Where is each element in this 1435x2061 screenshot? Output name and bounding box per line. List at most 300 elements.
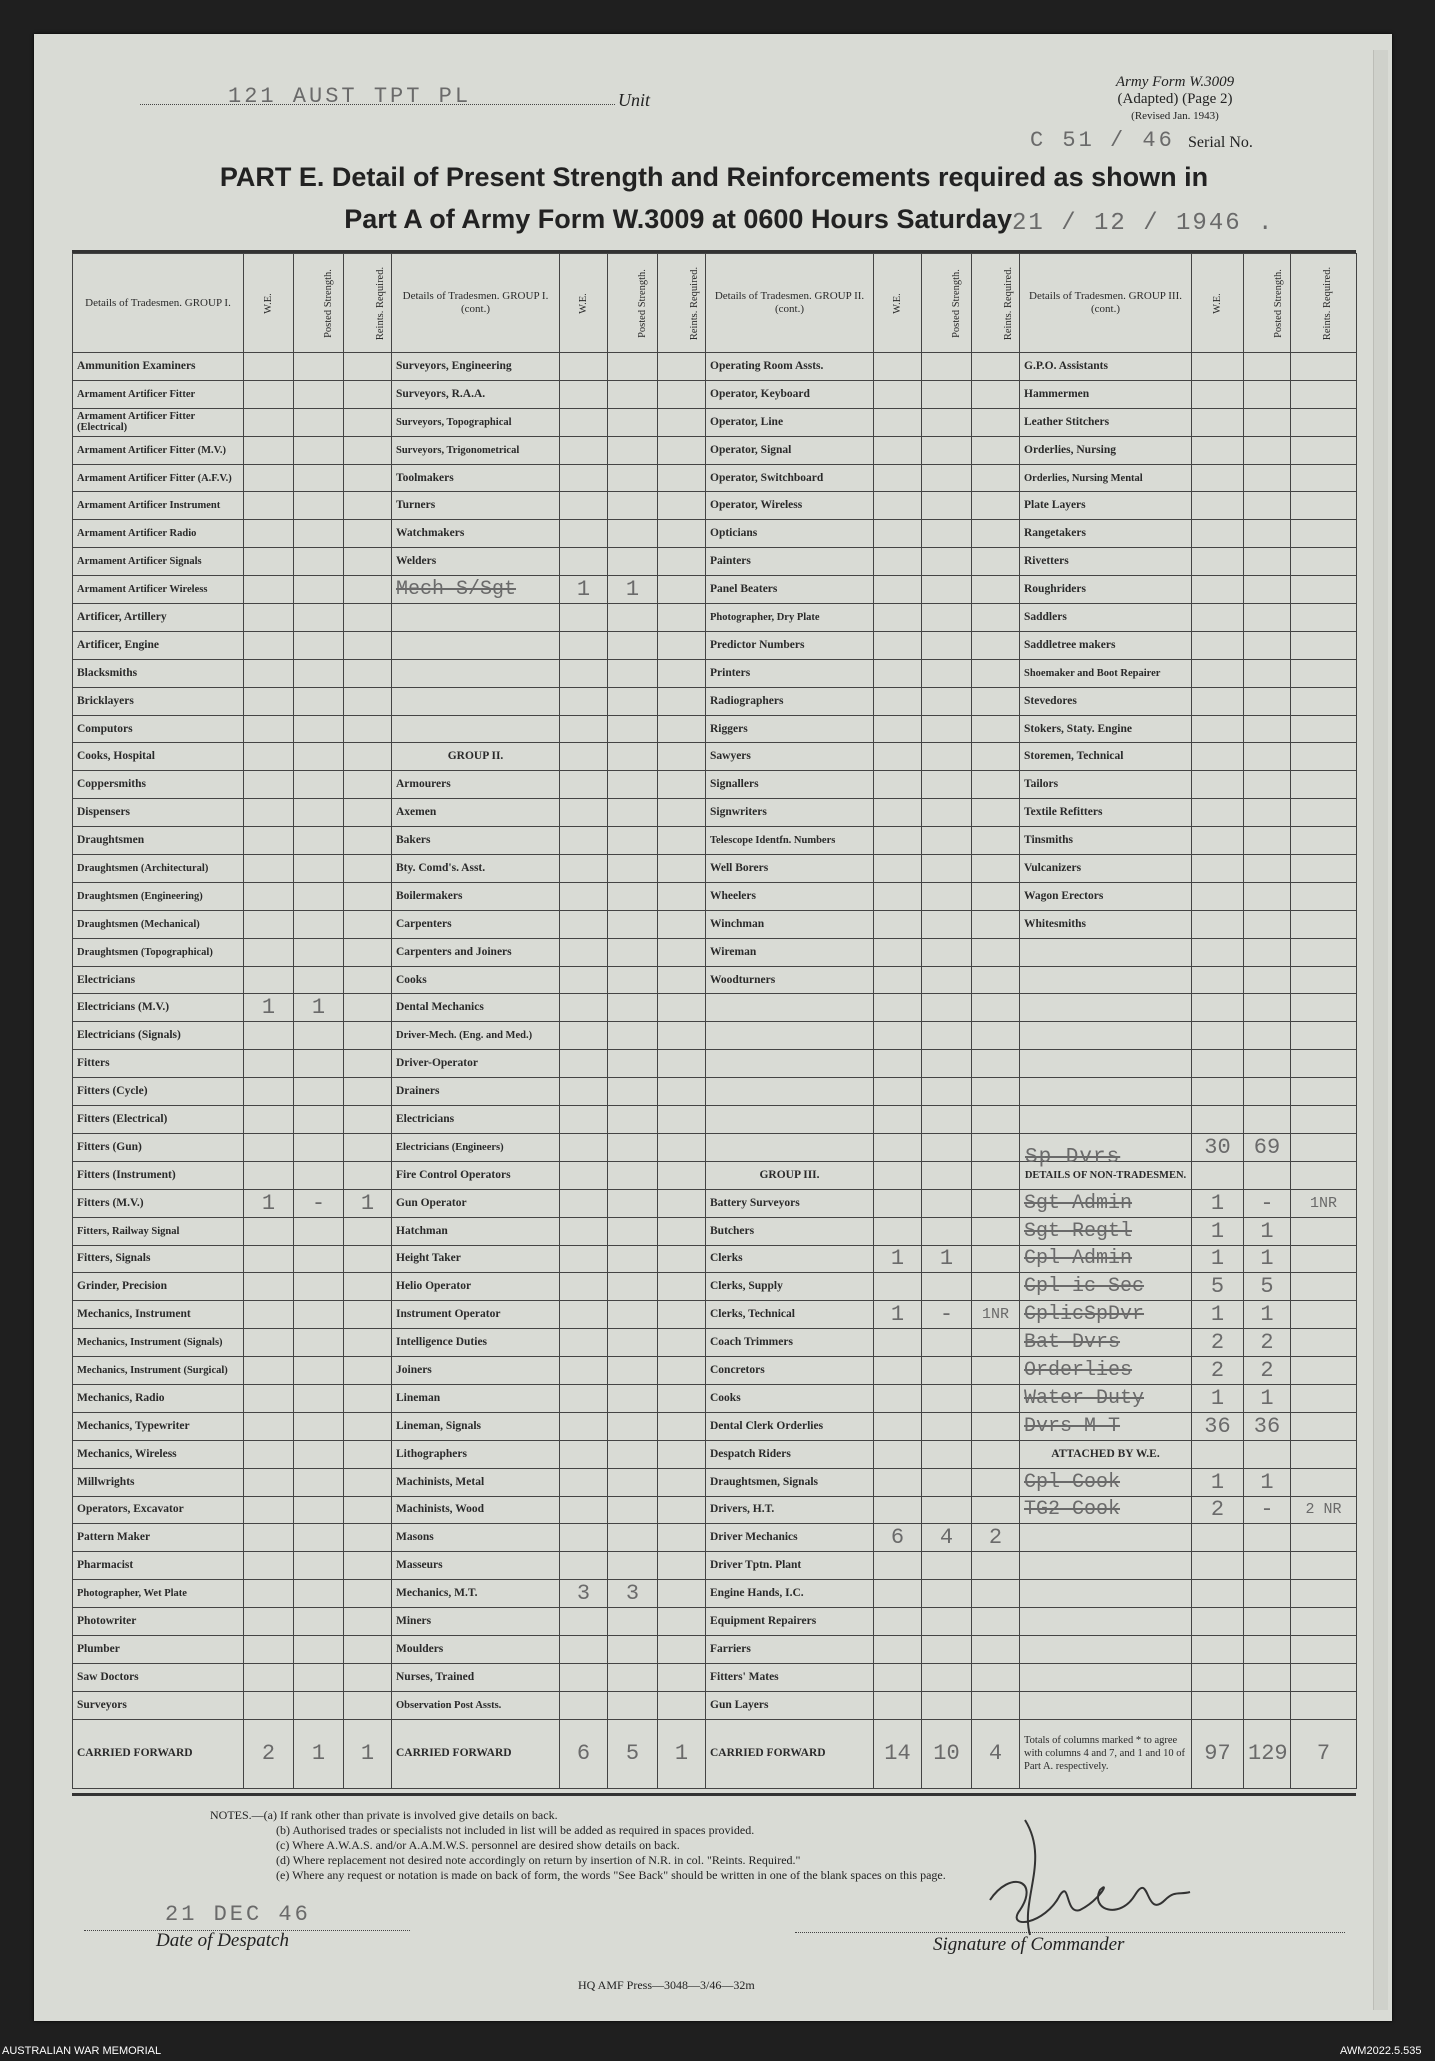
col1-we-cell <box>244 464 294 492</box>
col2-we-cell <box>560 715 608 743</box>
col4-trade-label: Sgt Admin <box>1020 1189 1192 1217</box>
col4-posted-cell <box>1244 966 1291 994</box>
col3-trade-label: Wireman <box>706 938 874 966</box>
unit-typed: 121 AUST TPT PL <box>228 84 472 109</box>
col3-trade-label <box>706 1133 874 1161</box>
col4-trade-label: Roughriders <box>1020 576 1192 604</box>
page-edge <box>1373 50 1388 2010</box>
col1-reints-cell <box>344 1468 392 1496</box>
col1-we-cell <box>244 687 294 715</box>
col1-reints-cell <box>344 492 392 520</box>
col2-trade-label: Hatchman <box>392 1217 560 1245</box>
col2-trade-label: Lineman <box>392 1384 560 1412</box>
col3-reints-cell <box>972 353 1020 381</box>
col2-posted-cell <box>608 715 658 743</box>
col3-posted-cell <box>922 1106 972 1134</box>
sp-dvrs-entry: Sp Dvrs <box>1025 1146 1121 1169</box>
col1-posted-header <box>294 254 344 353</box>
table-row <box>73 1608 1357 1636</box>
col2-trade-label: Driver-Mech. (Eng. and Med.) <box>392 1022 560 1050</box>
col3-reints-cell <box>972 882 1020 910</box>
col1-trade-label: Draughtsmen (Mechanical) <box>73 910 244 938</box>
col4-we-cell: 36 <box>1192 1412 1244 1440</box>
col2-trade-label: Electricians <box>392 1106 560 1134</box>
col4-posted-cell <box>1244 576 1291 604</box>
col1-we-label: W.E. <box>263 292 274 314</box>
col1-trade-label: Photowriter <box>73 1608 244 1636</box>
col4-posted-cell <box>1244 1580 1291 1608</box>
col4-trade-label: Plate Layers <box>1020 492 1192 520</box>
col4-reints-cell: 1NR <box>1291 1189 1357 1217</box>
col1-trade-label: Mechanics, Instrument (Surgical) <box>73 1357 244 1385</box>
col2-posted-label: Posted Strength. <box>636 268 648 338</box>
col1-we-cell <box>244 827 294 855</box>
col1-we-cell <box>244 1412 294 1440</box>
col3-reints-cell <box>972 408 1020 436</box>
col4-reints-cell <box>1291 1329 1357 1357</box>
col1-we-cell <box>244 1022 294 1050</box>
col2-we-cell <box>560 799 608 827</box>
col3-posted-cell <box>922 1329 972 1357</box>
col2-posted-cell <box>608 492 658 520</box>
col2-posted-cell <box>608 1329 658 1357</box>
col2-posted-cell <box>608 1189 658 1217</box>
col1-reints-cell <box>344 576 392 604</box>
table-row <box>73 604 1357 632</box>
col4-trade-label <box>1020 1022 1192 1050</box>
col1-we-cell <box>244 548 294 576</box>
col4-we-cell <box>1192 938 1244 966</box>
col4-trade-label: Cpl Cook <box>1020 1468 1192 1496</box>
totals-note: Totals of columns marked * to agree with columns 4 and 7, and 1 and 10 of Part A. respectively. <box>1020 1719 1192 1788</box>
note-e: (e) Where any request or notation is made on back of form, the words "See Back" should be written in one of the blank spaces on this page. <box>276 1868 946 1882</box>
col3-we-cell <box>874 1161 922 1189</box>
col4-we-header <box>1192 254 1244 353</box>
col4-we-cell: 30 <box>1192 1133 1244 1161</box>
col2-we-cell <box>560 1691 608 1719</box>
col1-posted-cell <box>294 1552 344 1580</box>
col4-we-cell <box>1192 1161 1244 1189</box>
col1-trade-label: Fitters (M.V.) <box>73 1189 244 1217</box>
col1-reints-cell <box>344 464 392 492</box>
col1-we-cell <box>244 1217 294 1245</box>
table-frame-bottom <box>72 1793 1356 1796</box>
col2-we-cell <box>560 1050 608 1078</box>
col1-posted-cell <box>294 492 344 520</box>
col3-posted-cell <box>922 1468 972 1496</box>
col1-we-cell <box>244 492 294 520</box>
col4-posted-cell: 36 <box>1244 1412 1291 1440</box>
col2-trade-label: Height Taker <box>392 1245 560 1273</box>
col4-trade-label: Rivetters <box>1020 548 1192 576</box>
col3-trade-label: Operator, Wireless <box>706 492 874 520</box>
col1-reints-label: Reints. Required. <box>375 266 387 340</box>
col2-trade-label: Masons <box>392 1524 560 1552</box>
col3-posted-cell: - <box>922 1301 972 1329</box>
col1-reints-cell <box>344 743 392 771</box>
col1-we-cell <box>244 1050 294 1078</box>
signature-line <box>795 1930 1345 1933</box>
col4-reints-cell <box>1291 1106 1357 1134</box>
col3-posted-label: Posted Strength. <box>950 268 962 338</box>
col4-trade-label: Whitesmiths <box>1020 910 1192 938</box>
col3-posted-cell <box>922 715 972 743</box>
col1-we-cell <box>244 1301 294 1329</box>
note-a: NOTES.—(a) If rank other than private is involved give details on back. <box>210 1808 558 1822</box>
col4-reints-cell <box>1291 408 1357 436</box>
col4-trade-label: Sgt Regtl <box>1020 1217 1192 1245</box>
col2-posted-cell <box>608 1133 658 1161</box>
col3-we-header <box>874 254 922 353</box>
table-row <box>73 1412 1357 1440</box>
col3-trade-label: Radiographers <box>706 687 874 715</box>
col3-carried-forward-value: 4 <box>972 1719 1020 1788</box>
col3-we-cell <box>874 1357 922 1385</box>
col2-reints-cell <box>658 1217 706 1245</box>
col2-reints-cell <box>658 1106 706 1134</box>
col3-we-cell <box>874 715 922 743</box>
col2-reints-cell <box>658 687 706 715</box>
col4-posted-cell <box>1244 353 1291 381</box>
col3-reints-cell <box>972 799 1020 827</box>
col3-reints-cell <box>972 464 1020 492</box>
col4-we-cell <box>1192 464 1244 492</box>
col2-we-cell <box>560 1189 608 1217</box>
col2-reints-cell <box>658 380 706 408</box>
table-row <box>73 1106 1357 1134</box>
col3-reints-cell <box>972 687 1020 715</box>
col2-trade-label: Toolmakers <box>392 464 560 492</box>
col3-reints-cell <box>972 492 1020 520</box>
table-row <box>73 771 1357 799</box>
col1-we-cell <box>244 576 294 604</box>
col3-reints-cell <box>972 827 1020 855</box>
col2-posted-cell: 3 <box>608 1580 658 1608</box>
col1-reints-cell <box>344 1384 392 1412</box>
col3-reints-cell <box>972 604 1020 632</box>
col2-reints-cell <box>658 1468 706 1496</box>
col2-posted-cell <box>608 994 658 1022</box>
col4-we-cell <box>1192 631 1244 659</box>
col2-reints-cell <box>658 882 706 910</box>
table-row <box>73 1496 1357 1524</box>
table-row <box>73 1384 1357 1412</box>
col1-trade-label: Pattern Maker <box>73 1524 244 1552</box>
col1-reints-cell <box>344 994 392 1022</box>
col2-posted-cell <box>608 1217 658 1245</box>
col2-we-cell <box>560 771 608 799</box>
col4-reints-cell <box>1291 1691 1357 1719</box>
col2-we-cell <box>560 436 608 464</box>
col2-posted-cell <box>608 882 658 910</box>
col3-we-cell <box>874 799 922 827</box>
col4-trade-label: Storemen, Technical <box>1020 743 1192 771</box>
col2-carried-forward-value: 1 <box>658 1719 706 1788</box>
col2-reints-cell <box>658 1635 706 1663</box>
col3-trade-label: Woodturners <box>706 966 874 994</box>
col1-trade-label: Blacksmiths <box>73 659 244 687</box>
table-row <box>73 966 1357 994</box>
col1-we-cell <box>244 604 294 632</box>
col3-we-cell <box>874 1329 922 1357</box>
table-row <box>73 1050 1357 1078</box>
col4-we-cell: 1 <box>1192 1301 1244 1329</box>
col4-we-cell <box>1192 1691 1244 1719</box>
col1-reints-cell <box>344 1440 392 1468</box>
col1-we-cell <box>244 1663 294 1691</box>
col4-posted-cell <box>1244 520 1291 548</box>
table-row <box>73 408 1357 436</box>
col4-we-cell <box>1192 1106 1244 1134</box>
col1-reints-cell <box>344 1022 392 1050</box>
table-row <box>73 520 1357 548</box>
col1-trade-label: Draughtsmen (Topographical) <box>73 938 244 966</box>
col2-we-cell <box>560 1524 608 1552</box>
col3-reints-cell <box>972 1357 1020 1385</box>
col2-we-cell <box>560 520 608 548</box>
col2-trade-label: Observation Post Assts. <box>392 1691 560 1719</box>
col4-reints-cell <box>1291 1301 1357 1329</box>
col1-posted-cell <box>294 855 344 883</box>
col3-trade-label: Farriers <box>706 1635 874 1663</box>
col1-trade-label: Saw Doctors <box>73 1663 244 1691</box>
col4-posted-cell <box>1244 994 1291 1022</box>
col1-reints-cell <box>344 1217 392 1245</box>
col2-reints-cell <box>658 631 706 659</box>
col2-posted-cell <box>608 1412 658 1440</box>
press-line: HQ AMF Press—3048—3/46—32m <box>578 1978 755 1992</box>
col3-trade-label: Butchers <box>706 1217 874 1245</box>
col2-posted-cell <box>608 1161 658 1189</box>
col1-we-cell <box>244 631 294 659</box>
col4-trade-label: Tinsmiths <box>1020 827 1192 855</box>
footer-left: AUSTRALIAN WAR MEMORIAL <box>2 2045 162 2057</box>
col3-reints-cell <box>972 576 1020 604</box>
col3-posted-cell <box>922 1133 972 1161</box>
table-row <box>73 1552 1357 1580</box>
col2-we-cell <box>560 1329 608 1357</box>
col4-we-cell: 1 <box>1192 1189 1244 1217</box>
col3-reints-cell <box>972 1106 1020 1134</box>
col4-trade-label: Stevedores <box>1020 687 1192 715</box>
tradesmen-table <box>72 253 1357 1789</box>
col4-posted-cell <box>1244 882 1291 910</box>
col1-reints-cell <box>344 966 392 994</box>
col2-we-cell <box>560 1468 608 1496</box>
col4-reints-cell <box>1291 743 1357 771</box>
col3-reints-cell <box>972 1133 1020 1161</box>
col3-we-cell <box>874 827 922 855</box>
col3-reints-cell <box>972 1691 1020 1719</box>
col2-trade-label: Surveyors, Topographical <box>392 408 560 436</box>
col2-reints-cell <box>658 548 706 576</box>
col1-posted-cell <box>294 938 344 966</box>
col3-we-cell <box>874 380 922 408</box>
col1-carried-forward-value: 2 <box>244 1719 294 1788</box>
col2-posted-cell <box>608 1552 658 1580</box>
col3-trade-label: Dental Clerk Orderlies <box>706 1412 874 1440</box>
col3-reints-cell <box>972 1161 1020 1189</box>
col3-trade-label: Gun Layers <box>706 1691 874 1719</box>
col1-we-cell <box>244 771 294 799</box>
col2-we-cell <box>560 1217 608 1245</box>
col2-reints-header <box>658 254 706 353</box>
col1-posted-cell <box>294 1329 344 1357</box>
col4-we-cell <box>1192 910 1244 938</box>
col2-trade-label: Axemen <box>392 799 560 827</box>
col2-reints-cell <box>658 1580 706 1608</box>
col4-we-cell <box>1192 1635 1244 1663</box>
table-row <box>73 548 1357 576</box>
col4-we-cell <box>1192 659 1244 687</box>
col4-posted-cell <box>1244 771 1291 799</box>
col2-posted-cell <box>608 1245 658 1273</box>
col2-posted-cell <box>608 910 658 938</box>
col2-trade-label: Mech S/Sgt <box>392 576 560 604</box>
col4-trade-label <box>1020 1608 1192 1636</box>
col4-reints-cell <box>1291 1440 1357 1468</box>
col1-posted-cell <box>294 436 344 464</box>
col1-reints-cell <box>344 1078 392 1106</box>
col2-we-cell <box>560 353 608 381</box>
col1-reints-cell <box>344 1301 392 1329</box>
footer-right: AWM2022.5.535 <box>1340 2045 1422 2057</box>
col2-posted-cell <box>608 659 658 687</box>
col2-posted-cell <box>608 631 658 659</box>
col3-we-cell: 1 <box>874 1301 922 1329</box>
col1-we-cell <box>244 1078 294 1106</box>
col4-trade-label: Orderlies, Nursing <box>1020 436 1192 464</box>
table-row <box>73 1245 1357 1273</box>
col1-we-cell <box>244 1357 294 1385</box>
col1-reints-cell <box>344 1245 392 1273</box>
col2-reints-cell <box>658 408 706 436</box>
col2-carried-forward-label: CARRIED FORWARD <box>392 1719 560 1788</box>
col3-trade-label: Clerks, Technical <box>706 1301 874 1329</box>
col2-reints-cell <box>658 715 706 743</box>
col2-trade-label: Driver-Operator <box>392 1050 560 1078</box>
col1-trade-label: Armament Artificer Wireless <box>73 576 244 604</box>
col4-reints-cell <box>1291 1357 1357 1385</box>
table-row <box>73 1440 1357 1468</box>
col1-reints-cell: 1 <box>344 1189 392 1217</box>
col4-trade-label <box>1020 994 1192 1022</box>
col2-carried-forward-value: 5 <box>608 1719 658 1788</box>
col3-reints-cell <box>972 994 1020 1022</box>
col3-reints-cell <box>972 1217 1020 1245</box>
col4-we-cell <box>1192 492 1244 520</box>
col4-trade-label <box>1020 1552 1192 1580</box>
col2-reints-cell <box>658 910 706 938</box>
col1-we-cell <box>244 1691 294 1719</box>
table-row <box>73 353 1357 381</box>
col4-we-cell <box>1192 771 1244 799</box>
col4-trade-label <box>1020 1635 1192 1663</box>
col1-reints-cell <box>344 1496 392 1524</box>
col1-reints-cell <box>344 1663 392 1691</box>
col2-posted-cell <box>608 1273 658 1301</box>
col2-reints-cell <box>658 1608 706 1636</box>
col2-reints-cell <box>658 1496 706 1524</box>
col2-we-cell <box>560 1440 608 1468</box>
serial-year: / 46 <box>1110 128 1175 153</box>
col4-we-cell <box>1192 1552 1244 1580</box>
col2-posted-cell <box>608 687 658 715</box>
col1-we-cell <box>244 882 294 910</box>
col3-reints-cell <box>972 743 1020 771</box>
col4-trade-label: Textile Refitters <box>1020 799 1192 827</box>
col2-carried-forward-value: 6 <box>560 1719 608 1788</box>
col1-trade-label: Fitters <box>73 1050 244 1078</box>
col2-we-cell <box>560 827 608 855</box>
col1-trade-label: Fitters (Electrical) <box>73 1106 244 1134</box>
col3-we-cell <box>874 1663 922 1691</box>
commander-signature <box>950 1800 1210 1940</box>
col3-trade-label: Concretors <box>706 1357 874 1385</box>
col1-we-cell <box>244 520 294 548</box>
col3-we-cell <box>874 966 922 994</box>
col4-reints-cell <box>1291 910 1357 938</box>
col3-reints-cell <box>972 520 1020 548</box>
col2-posted-cell <box>608 520 658 548</box>
col4-we-cell: 1 <box>1192 1217 1244 1245</box>
col3-we-cell <box>874 1468 922 1496</box>
col3-posted-cell: 1 <box>922 1245 972 1273</box>
col4-we-cell <box>1192 1524 1244 1552</box>
col4-posted-cell <box>1244 436 1291 464</box>
col1-trade-label: Bricklayers <box>73 687 244 715</box>
col2-trade-label: Boilermakers <box>392 882 560 910</box>
col4-carried-forward-value: 129 <box>1244 1719 1291 1788</box>
col1-posted-cell <box>294 1078 344 1106</box>
col3-posted-cell <box>922 548 972 576</box>
col3-trade-label: Equipment Repairers <box>706 1608 874 1636</box>
signature-label: Signature of Commander <box>933 1934 1125 1955</box>
header-row <box>73 254 1357 353</box>
col4-posted-cell: 1 <box>1244 1384 1291 1412</box>
col1-trade-label: Fitters (Cycle) <box>73 1078 244 1106</box>
col2-posted-cell <box>608 743 658 771</box>
col1-posted-cell <box>294 1301 344 1329</box>
col1-posted-cell: - <box>294 1189 344 1217</box>
col2-reints-cell <box>658 1078 706 1106</box>
col2-trade-label: Turners <box>392 492 560 520</box>
col3-trade-label: Clerks <box>706 1245 874 1273</box>
col3-posted-cell <box>922 1663 972 1691</box>
col3-reints-cell <box>972 1329 1020 1357</box>
col4-reints-cell <box>1291 380 1357 408</box>
col2-we-cell <box>560 1496 608 1524</box>
col3-posted-cell <box>922 1357 972 1385</box>
col2-reints-cell <box>658 966 706 994</box>
col2-trade-label: Surveyors, R.A.A. <box>392 380 560 408</box>
col4-trade-label <box>1020 1050 1192 1078</box>
col1-trade-label: Grinder, Precision <box>73 1273 244 1301</box>
col2-reints-cell <box>658 1273 706 1301</box>
col4-we-cell <box>1192 994 1244 1022</box>
col3-reints-cell <box>972 1552 1020 1580</box>
col2-we-cell <box>560 1663 608 1691</box>
col4-we-cell <box>1192 743 1244 771</box>
col2-we-cell <box>560 1245 608 1273</box>
col1-posted-cell <box>294 1050 344 1078</box>
col2-reints-cell <box>658 1022 706 1050</box>
form-line-1: Army Form W.3009 <box>1115 74 1235 90</box>
col1-trade-label: Operators, Excavator <box>73 1496 244 1524</box>
col1-posted-cell <box>294 799 344 827</box>
col3-reints-cell <box>972 1635 1020 1663</box>
col2-trade-label <box>392 659 560 687</box>
